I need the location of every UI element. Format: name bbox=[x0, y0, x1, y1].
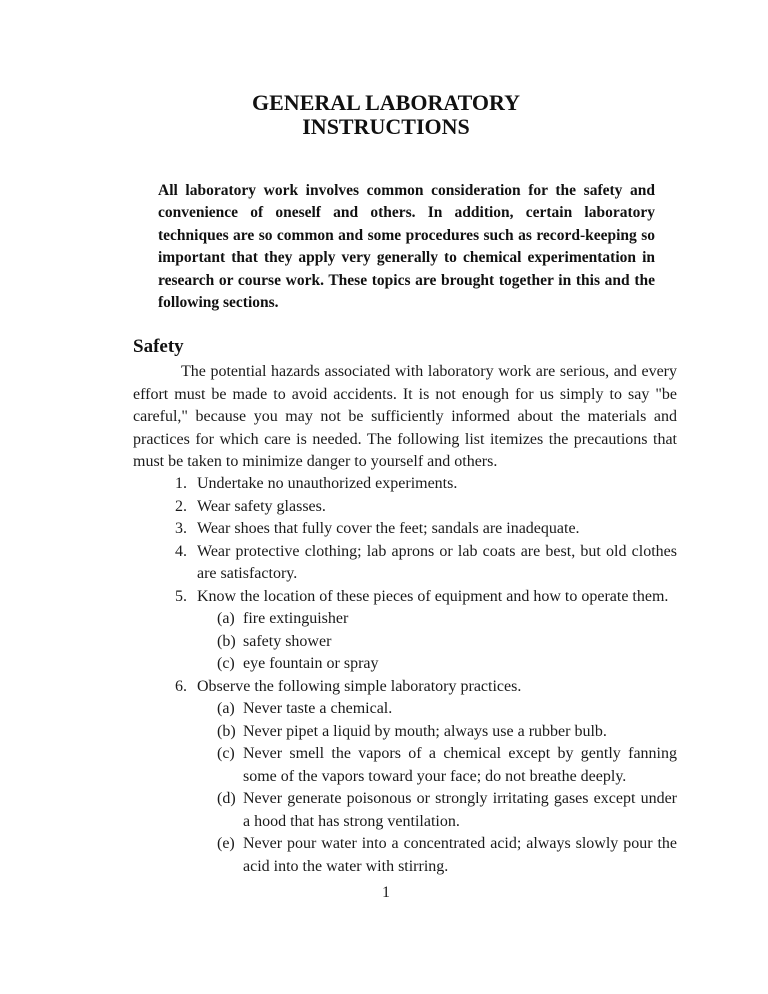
sub-item-letter: (a) bbox=[217, 610, 235, 627]
sub-list-item bbox=[133, 653, 677, 676]
list-item bbox=[133, 586, 677, 609]
list-item-number: 3. bbox=[175, 520, 187, 537]
sub-list-item bbox=[133, 721, 677, 744]
document-title bbox=[0, 91, 768, 139]
sub-item-text: Never smell the vapors of a chemical except by gently fanning some of the vapors toward your face; do not breathe deeply. bbox=[243, 745, 677, 785]
sub-item-text: eye fountain or spray bbox=[243, 655, 379, 672]
sub-item-text: safety shower bbox=[243, 632, 332, 650]
list-item bbox=[133, 473, 677, 496]
sub-item-text: Never taste a chemical. bbox=[243, 700, 393, 717]
sub-list-item bbox=[133, 788, 677, 833]
page-number: 1 bbox=[382, 884, 390, 901]
title-line-2: INSTRUCTIONS bbox=[302, 114, 470, 139]
sub-list-item bbox=[133, 698, 677, 721]
list-item-number: 5. bbox=[175, 587, 187, 605]
list-item bbox=[133, 518, 677, 541]
list-item-text: Undertake no unauthorized experiments. bbox=[197, 475, 458, 492]
list-item-number: 2. bbox=[175, 497, 187, 515]
sub-item-letter: (e) bbox=[217, 835, 235, 852]
sub-item-letter: (a) bbox=[217, 700, 235, 717]
list-item-number: 1. bbox=[175, 475, 187, 492]
list-item-number: 6. bbox=[175, 677, 187, 695]
list-item bbox=[133, 541, 677, 586]
sub-item-text: Never pipet a liquid by mouth; always use a rubber bulb. bbox=[243, 722, 607, 740]
list-item bbox=[133, 496, 677, 519]
sub-item-letter: (c) bbox=[217, 745, 235, 762]
precautions-list bbox=[133, 473, 677, 878]
list-item-text: Wear safety glasses. bbox=[197, 497, 326, 515]
list-item-text: Know the location of these pieces of equipment and how to operate them. bbox=[197, 587, 669, 605]
sub-item-text: fire extinguisher bbox=[243, 610, 349, 627]
sub-item-text: Never generate poisonous or strongly irritating gases except under a hood that has strong ventilation. bbox=[243, 790, 677, 830]
sub-list-item bbox=[133, 833, 677, 878]
sub-item-letter: (b) bbox=[217, 722, 236, 740]
list-item-text: Wear protective clothing; lab aprons or lab coats are best, but old clothes are satisfactory. bbox=[197, 542, 677, 582]
intro-paragraph: All laboratory work involves common consideration for the safety and convenience of oneself and others. In addition, certain laboratory techniques are so common and some procedures such as record-keeping so important that they apply very generally to chemical experimentation in research or course work. These topics are brought together in this and the following sections. bbox=[158, 182, 655, 312]
sub-list-item bbox=[133, 608, 677, 631]
sub-item-letter: (b) bbox=[217, 632, 236, 650]
sub-item-letter: (c) bbox=[217, 655, 235, 672]
safety-heading: Safety bbox=[133, 336, 184, 357]
sub-item-letter: (d) bbox=[217, 790, 236, 807]
list-item-text: Observe the following simple laboratory practices. bbox=[197, 677, 522, 695]
list-item-text: Wear shoes that fully cover the feet; sandals are inadequate. bbox=[197, 520, 580, 537]
sub-list-item bbox=[133, 631, 677, 654]
list-item bbox=[133, 676, 677, 699]
sub-list-item bbox=[133, 743, 677, 788]
safety-paragraph: The potential hazards associated with laboratory work are serious, and every effort must be made to avoid accidents. It is not enough for us simply to say "be careful," because you may not be sufficiently informed about the materials and practices for which care is needed. The following list itemizes the precautions that must be taken to minimize danger to yourself and others. bbox=[133, 363, 677, 470]
title-line-1: GENERAL LABORATORY bbox=[252, 90, 520, 115]
list-item-number: 4. bbox=[175, 542, 187, 560]
sub-item-text: Never pour water into a concentrated acid; always slowly pour the acid into the water with stirring. bbox=[243, 835, 677, 875]
